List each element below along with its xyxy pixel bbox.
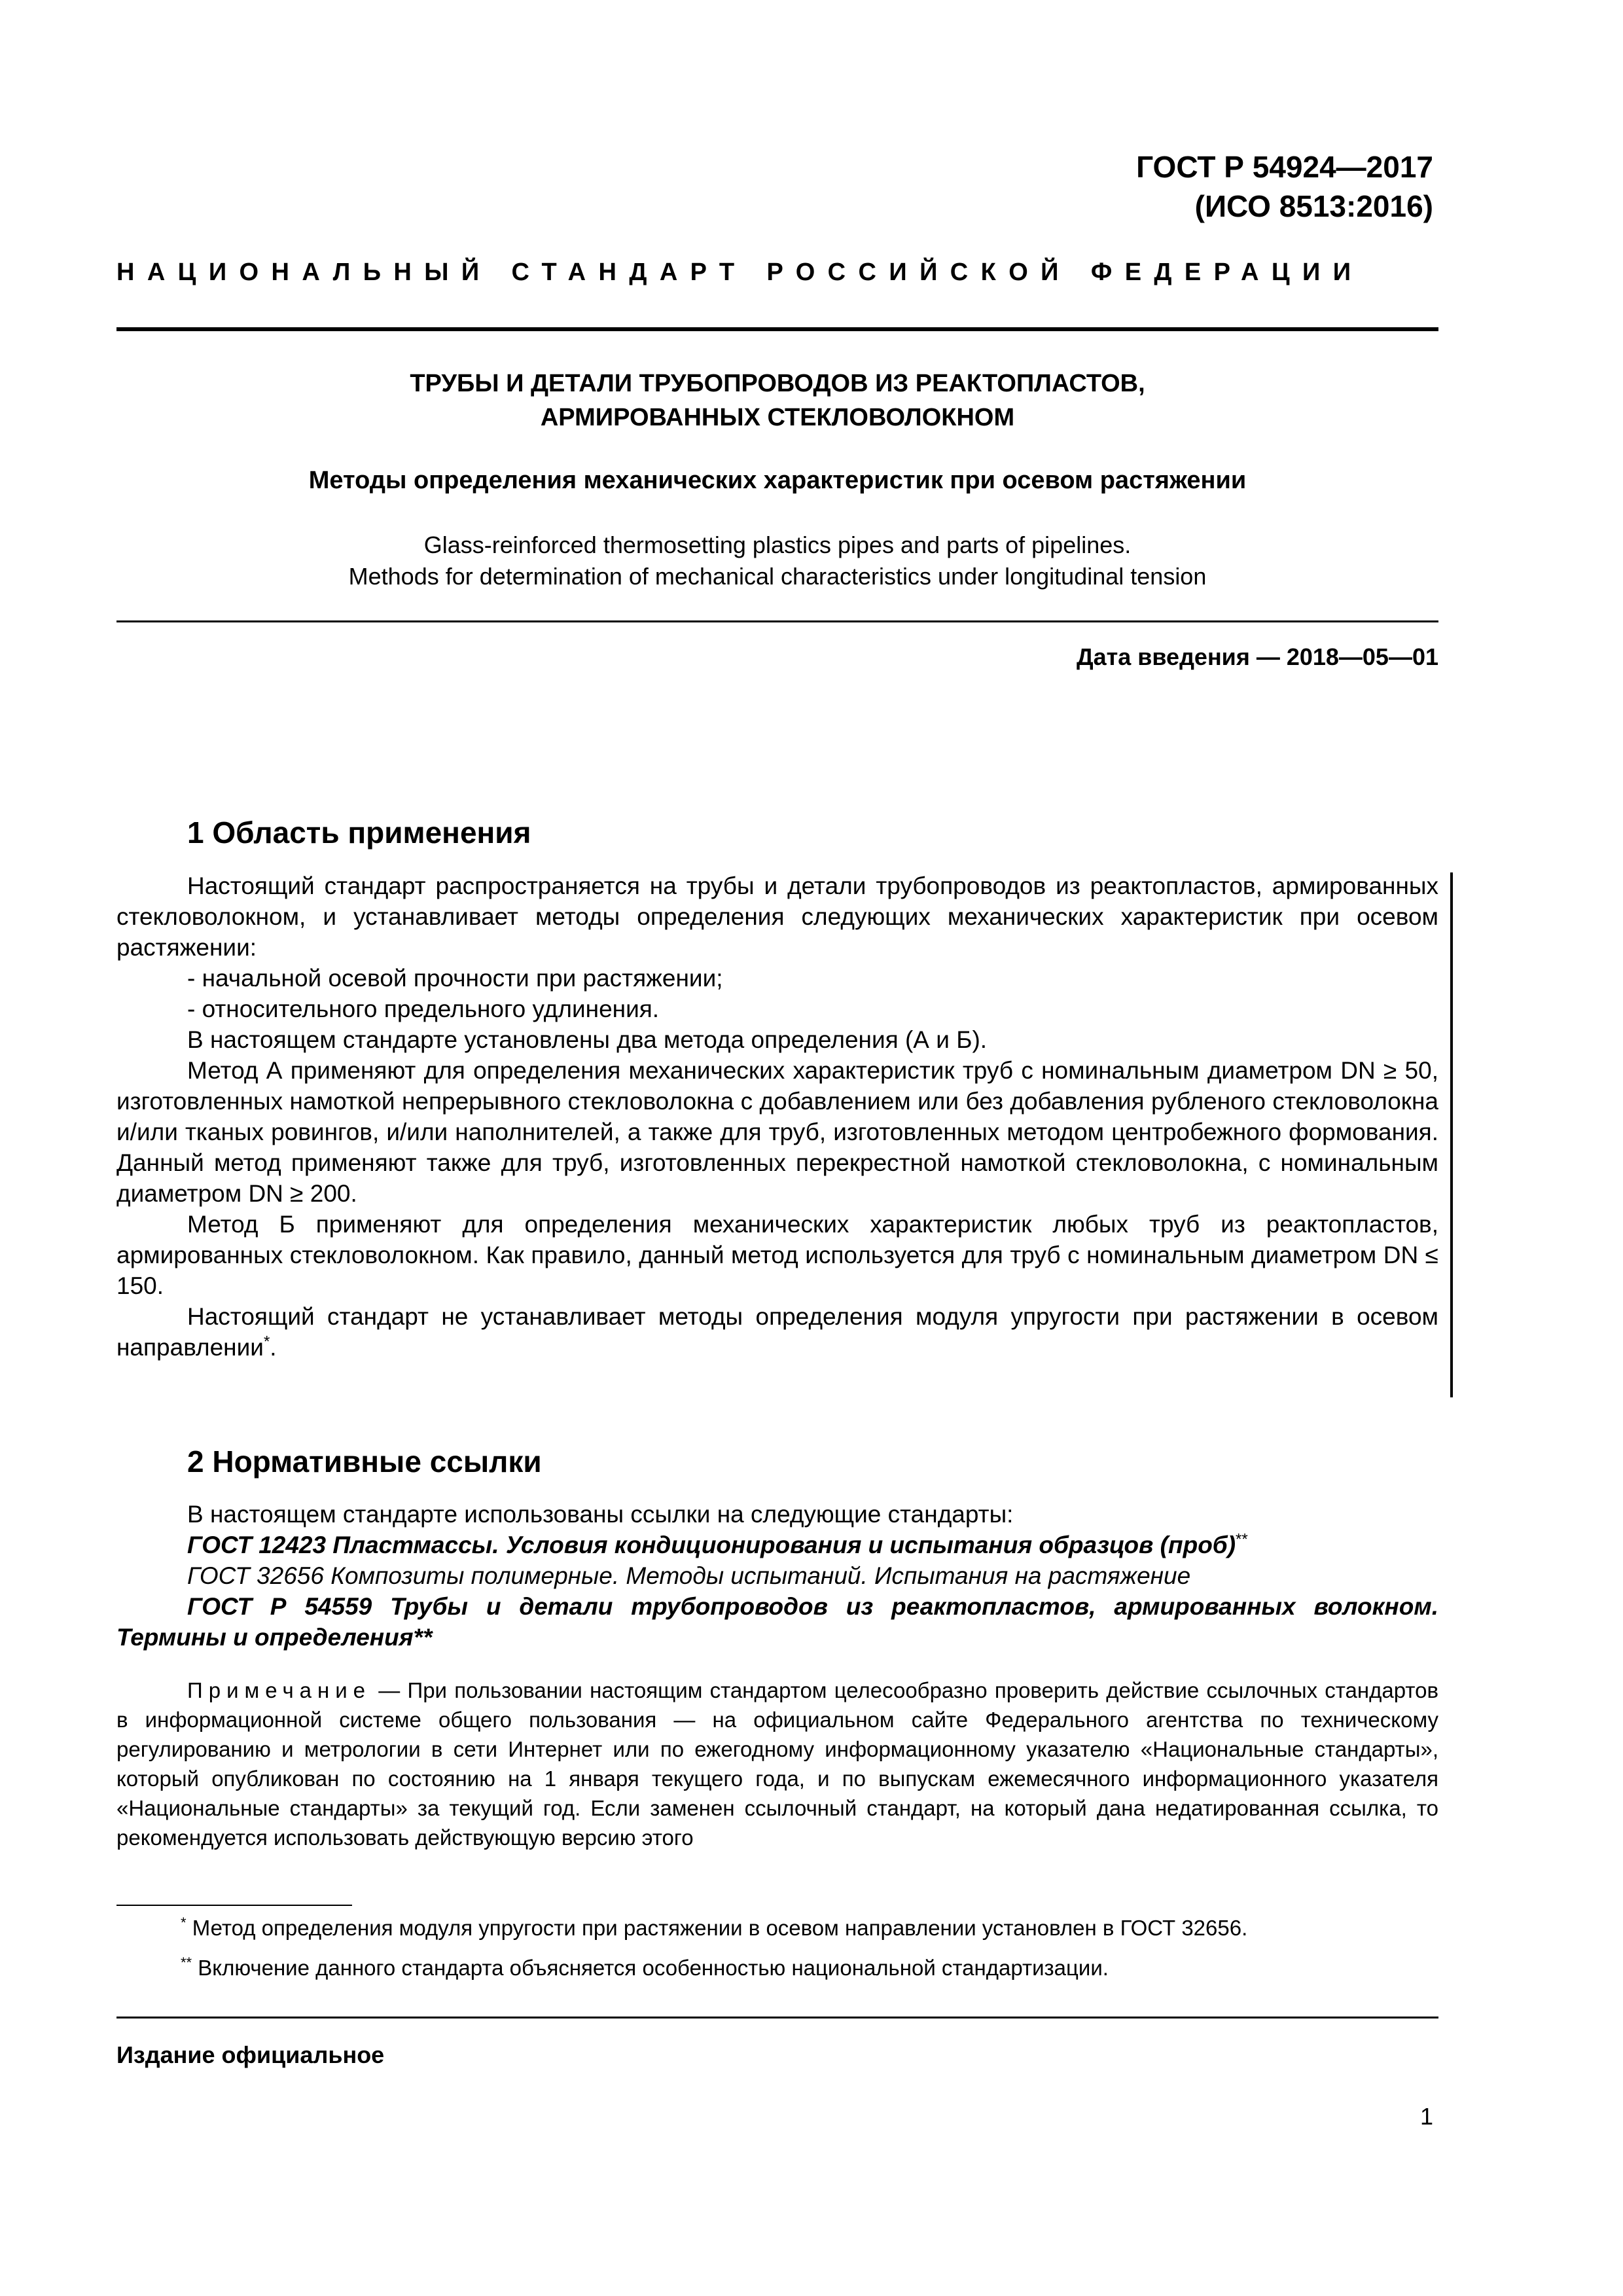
title-line-2: АРМИРОВАННЫХ СТЕКЛОВОЛОКНОМ — [540, 404, 1015, 431]
footnote-mark: * — [181, 1914, 187, 1931]
iso-code: (ИСО 8513:2016) — [1194, 189, 1433, 223]
paragraph-end: . — [270, 1334, 277, 1361]
footnote-2 — [181, 1954, 1109, 1982]
english-title-line-2: Methods for determination of mechanical characteristics under longitudinal tension — [348, 563, 1207, 590]
reference-item — [116, 1530, 1438, 1560]
section-1-body — [116, 870, 1438, 1363]
footnote-rule — [116, 1905, 352, 1906]
list-item: - начальной осевой прочности при растяжении; — [187, 965, 723, 992]
paragraph-text: Настоящий стандарт не устанавливает методы определения модуля упругости при растяжении в осевом направлении — [116, 1303, 1438, 1361]
footnote-ref[interactable]: ** — [1236, 1530, 1248, 1549]
paragraph: В настоящем стандарте использованы ссылки на следующие стандарты: — [187, 1501, 1014, 1528]
paragraph — [116, 1301, 1438, 1363]
section-2-body — [116, 1499, 1438, 1653]
national-standard-banner: НАЦИОНАЛЬНЫЙ СТАНДАРТ РОССИЙСКОЙ ФЕДЕРАЦИИ — [116, 259, 1364, 286]
footnote-text: Включение данного стандарта объясняется особенностью национальной стандартизации. — [192, 1956, 1109, 1980]
footnote-ref[interactable]: * — [263, 1333, 270, 1351]
reference-item: ГОСТ 32656 Композиты полимерные. Методы испытаний. Испытания на растяжение — [187, 1562, 1191, 1589]
paragraph: Метод Б применяют для определения механических характеристик любых труб из реактопластов, армированных стекловолокном. Как правило, данный метод используется для труб с номинальным диаметром DN ≤ 150. — [116, 1211, 1438, 1299]
section-2-heading: 2 Нормативные ссылки — [187, 1444, 542, 1479]
note — [116, 1676, 1438, 1852]
paragraph: Метод А применяют для определения механических характеристик труб с номинальным диаметром DN ≥ 50, изготовленных намоткой непрерывного стекловолокна с добавлением или без добавления рубленого стекловолокна и/или тканых ровингов, и/или наполнителей, а также для труб, изготовленных методом центробежного формования. Данный метод применяют также для труб, изготовленных перекрестной намоткой стекловолокна, с номинальным диаметром DN ≥ 200. — [116, 1057, 1438, 1207]
footnote-1 — [181, 1914, 1247, 1943]
reference-item: ГОСТ Р 54559 Трубы и детали трубопроводов из реактопластов, армированных волокном. Термины и определения** — [116, 1593, 1438, 1651]
note-text: — При пользовании настоящим стандартом целесообразно проверить действие ссылочных стандартов в информационной системе общего пользования — на официальном сайте Федерального агентства по техническому регулированию и метрологии в сети Интернет или по ежегодному информационному указателю «Национальные стандарты», который опубликован по состоянию на 1 января текущего года, и по выпускам ежемесячного информационного указателя «Национальные стандарты» за текущий год. Если заменен ссылочный стандарт, на который дана недатированная ссылка, то рекомендуется использовать действующую версию этого — [116, 1678, 1438, 1850]
page-number: 1 — [1419, 2103, 1433, 2130]
edition-label: Издание официальное — [116, 2041, 385, 2068]
footer-rule — [116, 2017, 1438, 2018]
title-line-1: ТРУБЫ И ДЕТАЛИ ТРУБОПРОВОДОВ ИЗ РЕАКТОПЛАСТОВ, — [410, 370, 1145, 397]
footnote-mark: ** — [181, 1954, 192, 1971]
note-label: Примечание — [187, 1678, 372, 1702]
change-bar — [1450, 872, 1453, 1397]
section-1-heading: 1 Область применения — [187, 816, 531, 850]
list-item: - относительного предельного удлинения. — [187, 996, 660, 1022]
footnote-text: Метод определения модуля упругости при растяжении в осевом направлении установлен в ГОСТ 32656. — [186, 1916, 1248, 1940]
reference-text: ГОСТ 12423 Пластмассы. Условия кондиционирования и испытания образцов (проб) — [187, 1532, 1236, 1558]
introduction-date: Дата введения — 2018—05—01 — [1076, 643, 1438, 670]
header-rule — [116, 327, 1438, 331]
subtitle: Методы определения механических характеристик при осевом растяжении — [308, 467, 1247, 494]
title-rule — [116, 620, 1438, 622]
english-title-line-1: Glass-reinforced thermosetting plastics pipes and parts of pipelines. — [423, 531, 1132, 558]
standard-code: ГОСТ Р 54924—2017 — [1136, 150, 1433, 184]
paragraph: Настоящий стандарт распространяется на трубы и детали трубопроводов из реактопластов, армированных стекловолокном, и устанавливает методы определения следующих механических характеристик при осевом растяжении: — [116, 872, 1438, 961]
paragraph: В настоящем стандарте установлены два метода определения (А и Б). — [187, 1026, 988, 1053]
